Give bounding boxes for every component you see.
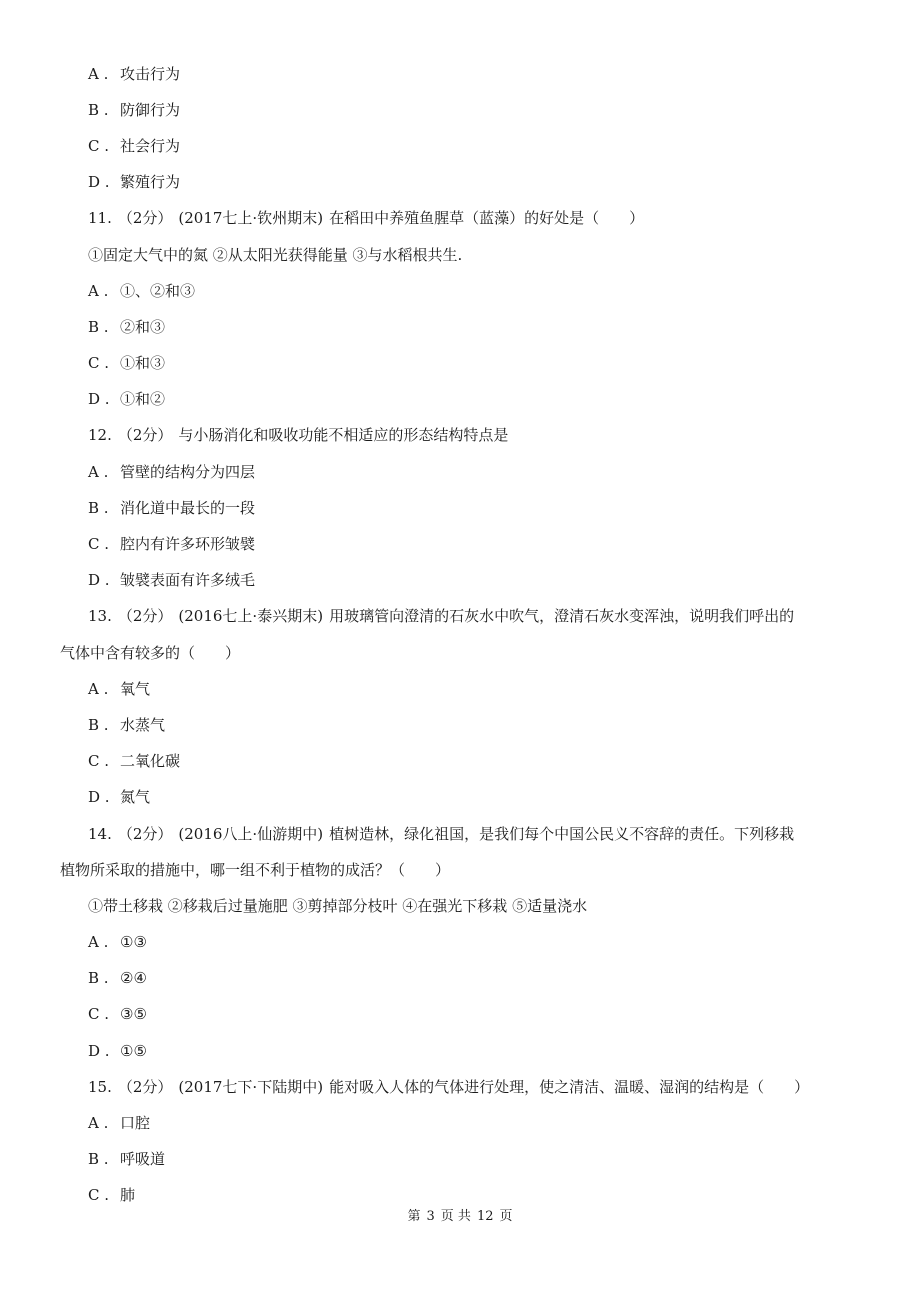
footer-mid: 页 共 — [440, 1209, 471, 1224]
option-text: 呼吸道 — [120, 1150, 166, 1168]
q14-option-c — [88, 1004, 147, 1024]
option-text: 氧气 — [120, 680, 151, 698]
option-text: 腔内有许多环形皱襞 — [120, 535, 256, 553]
q13-option-d — [88, 787, 150, 807]
option-text: ①⑤ — [120, 1042, 147, 1060]
option-letter: D . — [88, 390, 110, 408]
page-footer — [0, 1208, 920, 1226]
option-letter: A . — [88, 680, 109, 698]
option-text: 皱襞表面有许多绒毛 — [120, 571, 256, 589]
question-source: (2017七下·下陆期中) — [178, 1078, 324, 1096]
question-number: 13. — [88, 607, 112, 625]
q11-option-c — [88, 353, 165, 373]
q15-option-a — [88, 1113, 150, 1133]
option-letter: D . — [88, 788, 110, 806]
q10-option-d — [88, 172, 180, 192]
question-points: （2分） — [117, 607, 173, 625]
question-source: (2016八上·仙游期中) — [178, 825, 324, 843]
option-text: ①和③ — [120, 354, 166, 372]
q12-option-a — [88, 462, 255, 482]
q15-option-c — [88, 1185, 135, 1205]
option-letter: A . — [88, 463, 109, 481]
q11-statements: ①固定大气中的氮 ②从太阳光获得能量 ③与水稻根共生. — [88, 246, 463, 264]
option-letter: A . — [88, 1114, 109, 1132]
option-letter: A . — [88, 282, 109, 300]
option-letter: C . — [88, 1186, 110, 1204]
option-letter: C . — [88, 535, 110, 553]
question-points: （2分） — [117, 1078, 173, 1096]
option-text: 社会行为 — [120, 137, 181, 155]
question-number: 14. — [88, 825, 112, 843]
option-letter: B . — [88, 101, 109, 119]
q10-option-c — [88, 136, 180, 156]
question-points: （2分） — [117, 209, 173, 227]
q15-option-b — [88, 1149, 165, 1169]
q13-option-a — [88, 679, 150, 699]
q12-option-d — [88, 570, 255, 590]
q14-option-d — [88, 1041, 147, 1061]
option-letter: B . — [88, 318, 109, 336]
q13-stem — [88, 606, 794, 626]
q10-option-b — [88, 100, 180, 120]
q12-option-b — [88, 498, 255, 518]
option-letter: D . — [88, 571, 110, 589]
q11-option-a — [88, 281, 195, 301]
option-letter: B . — [88, 499, 109, 517]
question-number: 11. — [88, 209, 112, 227]
question-number: 15. — [88, 1078, 112, 1096]
q10-option-a — [88, 64, 180, 84]
option-text: ①、②和③ — [120, 282, 196, 300]
q11-option-b — [88, 317, 165, 337]
option-text: ③⑤ — [120, 1005, 147, 1023]
option-letter: C . — [88, 752, 110, 770]
option-letter: B . — [88, 716, 109, 734]
option-letter: A . — [88, 65, 109, 83]
q15-stem — [88, 1077, 809, 1097]
q13-option-b — [88, 715, 165, 735]
option-text: 水蒸气 — [120, 716, 166, 734]
question-text: 在稻田中养殖鱼腥草（蓝藻）的好处是（ ） — [329, 209, 645, 227]
footer-page-number: 3 — [426, 1209, 435, 1224]
question-text: 植树造林，绿化祖国，是我们每个中国公民义不容辞的责任。下列移栽 — [329, 825, 795, 843]
q14-statements: ①带土移栽 ②移栽后过量施肥 ③剪掉部分枝叶 ④在强光下移栽 ⑤适量浇水 — [88, 897, 588, 915]
option-text: 攻击行为 — [120, 65, 181, 83]
option-text: 二氧化碳 — [120, 752, 181, 770]
q12-stem — [88, 425, 508, 445]
option-letter: A . — [88, 933, 109, 951]
option-letter: B . — [88, 969, 109, 987]
option-text: ②④ — [120, 969, 147, 987]
option-text: 管壁的结构分为四层 — [120, 463, 256, 481]
question-source: (2017七上·钦州期末) — [178, 209, 324, 227]
option-text: 肺 — [120, 1186, 136, 1204]
q11-stem — [88, 208, 644, 228]
question-number: 12. — [88, 426, 112, 444]
q14-stem — [88, 824, 794, 844]
option-text: 繁殖行为 — [120, 173, 181, 191]
question-points: （2分） — [117, 825, 173, 843]
footer-total-pages: 12 — [476, 1209, 494, 1224]
option-text: ①和② — [120, 390, 166, 408]
q12-option-c — [88, 534, 255, 554]
q14-stem-continued: 植物所采取的措施中，哪一组不利于植物的成活？（ ） — [60, 861, 451, 879]
q11-option-d — [88, 389, 165, 409]
option-letter: C . — [88, 137, 110, 155]
option-text: 氮气 — [120, 788, 151, 806]
option-text: 消化道中最长的一段 — [120, 499, 256, 517]
question-text: 能对吸入人体的气体进行处理，使之清洁、温暖、湿润的结构是（ ） — [329, 1078, 810, 1096]
q14-option-a — [88, 932, 147, 952]
option-letter: D . — [88, 1042, 110, 1060]
question-points: （2分） — [117, 426, 173, 444]
footer-prefix: 第 — [407, 1209, 421, 1224]
q14-option-b — [88, 968, 147, 988]
option-text: ②和③ — [120, 318, 166, 336]
q13-stem-continued: 气体中含有较多的（ ） — [60, 644, 241, 662]
option-text: 防御行为 — [120, 101, 181, 119]
question-text: 与小肠消化和吸收功能不相适应的形态结构特点是 — [178, 426, 509, 444]
q13-option-c — [88, 751, 180, 771]
option-text: 口腔 — [120, 1114, 151, 1132]
option-letter: B . — [88, 1150, 109, 1168]
option-letter: C . — [88, 1005, 110, 1023]
option-letter: D . — [88, 173, 110, 191]
option-text: ①③ — [120, 933, 147, 951]
option-letter: C . — [88, 354, 110, 372]
question-source: (2016七上·泰兴期末) — [178, 607, 324, 625]
question-text: 用玻璃管向澄清的石灰水中吹气，澄清石灰水变浑浊，说明我们呼出的 — [329, 607, 795, 625]
footer-suffix: 页 — [499, 1209, 513, 1224]
